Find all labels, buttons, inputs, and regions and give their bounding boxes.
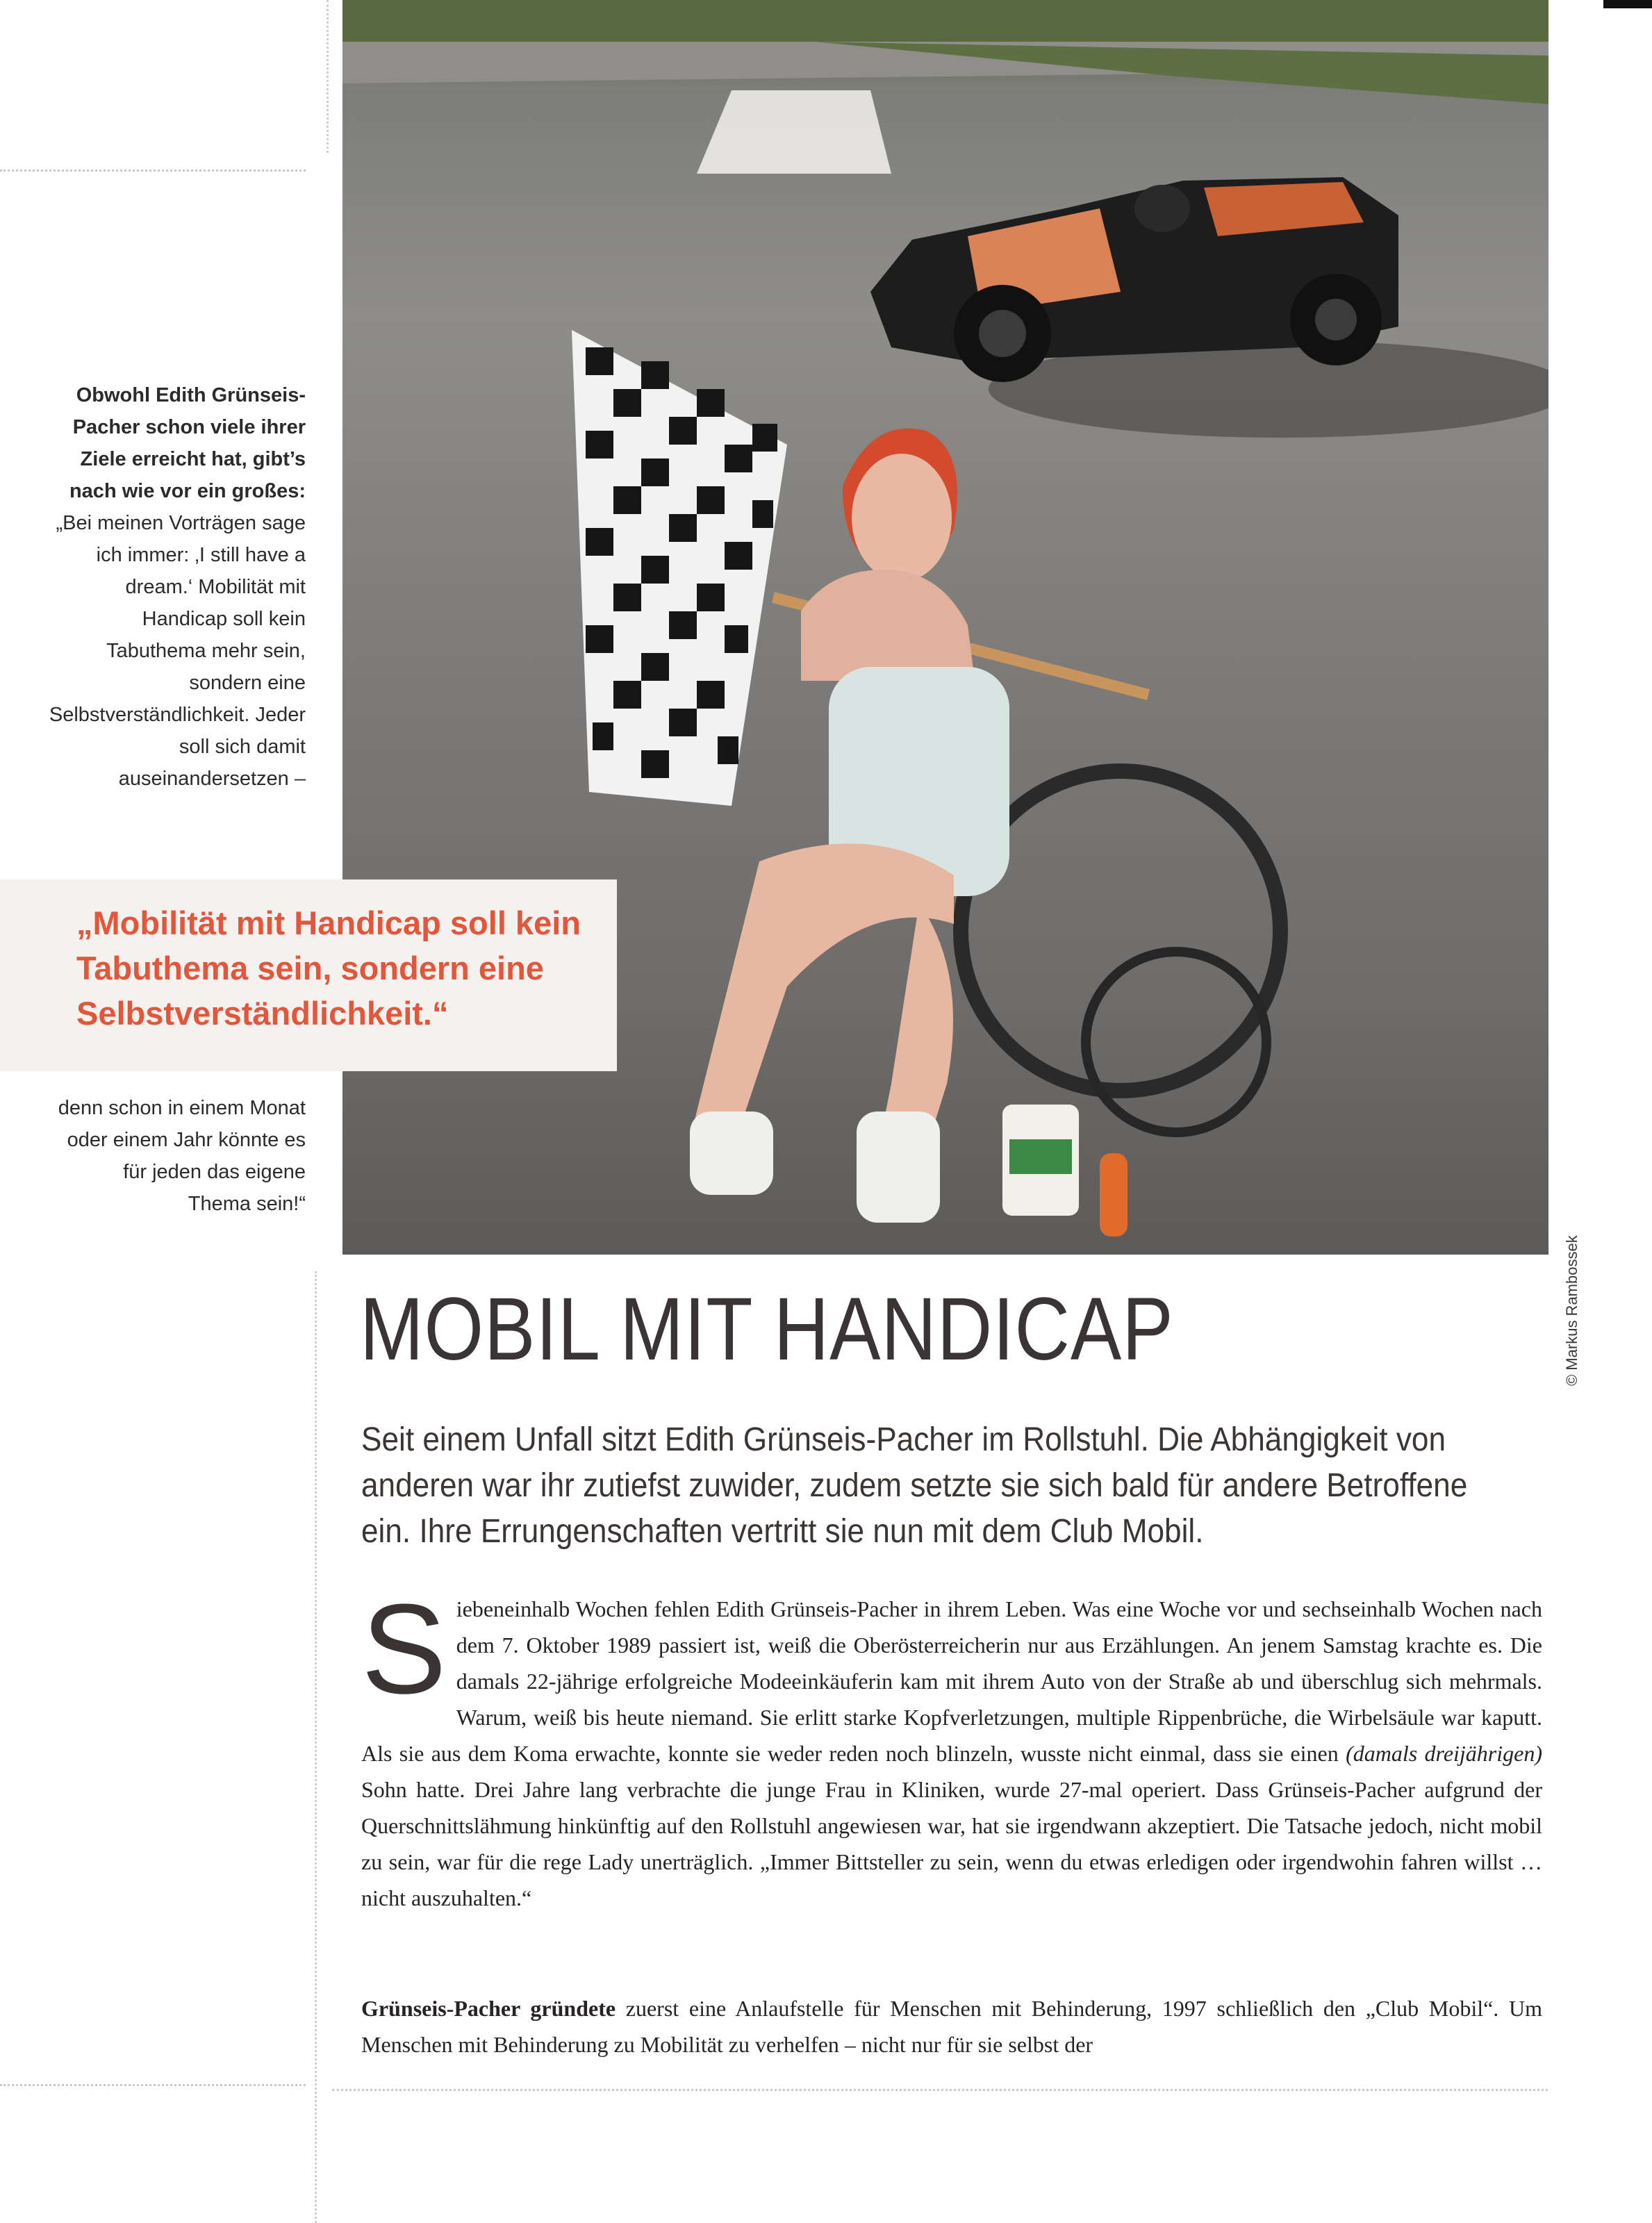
article-lead: Seit einem Unfall sitzt Edith Grünseis-Pacher im Rollstuhl. Die Abhängigkeit von anderen war ihr zutiefst zuwider, zudem setzte sie sich bald für andere Betroffene ein. Ihre Errungenschaften vertritt sie nun mit dem Club Mobil.	[361, 1421, 1468, 1550]
page-edge-mark	[1603, 0, 1652, 8]
divider-bottom-right	[332, 2089, 1548, 2091]
side-intro-bold: Obwohl Edith Grünseis-Pacher schon viele ihrer Ziele erreicht hat, gibt’s nach wie vor ein großes:	[69, 384, 306, 502]
column-guide-lower	[315, 1271, 317, 2223]
pull-quote: „Mobilität mit Handicap soll kein Tabuthema sein, sondern eine Selbstverständlichkeit.“	[76, 904, 581, 1032]
divider-top-left	[0, 170, 306, 172]
article-paragraph-2	[361, 1990, 1542, 2063]
page-title: MOBIL MIT HANDICAP	[360, 1280, 1174, 1379]
photo-credit: © Markus Rambossek	[1563, 1235, 1580, 1386]
paragraph-2-lead-in: Grünseis-Pacher gründete	[361, 1996, 616, 2021]
start-marking	[697, 90, 891, 174]
side-outro: denn schon in einem Monat oder einem Jahr könnte es für jeden das eigene Thema sein!“	[58, 1097, 306, 1215]
side-intro-rest: „Bei meinen Vorträgen sage ich immer: ‚I still have a dream.‘ Mobilität mit Handicap soll kein Tabuthema mehr sein, sondern eine Selbstverständlichkeit. Jeder soll sich damit auseinandersetzen –	[49, 512, 306, 790]
article-paragraph-1	[361, 1577, 1543, 1916]
paragraph-2-text: zuerst eine Anlaufstelle für Menschen mit Behinderung, 1997 schließlich den „Club Mobil“. Um Menschen mit Behinderung zu Mobilität zu verhelfen – nicht nur für sie selbst der	[361, 1996, 1543, 2057]
column-guide-upper	[327, 0, 329, 153]
divider-bottom-left	[0, 2084, 306, 2086]
side-intro	[42, 347, 306, 795]
paragraph-1-text-b: Sohn hatte. Drei Jahre lang verbrachte die junge Frau in Kliniken, wurde 27-mal operiert. Dass Grünseis-Pacher aufgrund der Querschnittslähmung hinkünftig auf den Rollstuhl angewiesen war, hat sie irgendwann akzeptiert. Die Tatsache jedoch, nicht mobil zu sein, war für die rege Lady unerträglich. „Immer Bittsteller zu sein, wenn du etwas erledigen oder irgendwohin fahren willst … nicht auszuhalten.“	[361, 1777, 1542, 1910]
paragraph-1-italic: (damals dreijährigen)	[1346, 1741, 1543, 1766]
race-car	[870, 177, 1398, 382]
drop-cap: S	[361, 1577, 447, 1720]
paragraph-1-text-a: iebeneinhalb Wochen fehlen Edith Grünseis-Pacher in ihrem Leben. Was eine Woche vor und sechseinhalb Wochen nach dem 7. Oktober 1989 passiert ist, weiß die Oberösterreicherin nur aus Erzählungen. An jenem Samstag krachte es. Die damals 22-jährige erfolgreiche Modeeinkäuferin kam mit ihrem Auto von der Straße ab und überschlug sich mehrmals. Warum, weiß bis heute niemand. Sie erlitt starke Kopfverletzungen, multiple Rippenbrüche, die Wirbelsäule war kaputt. Als sie aus dem Koma erwachte, konnte sie weder reden noch blinzeln, wusste nicht einmal, dass sie einen	[361, 1596, 1542, 1766]
woman-in-wheelchair	[690, 429, 1280, 1237]
